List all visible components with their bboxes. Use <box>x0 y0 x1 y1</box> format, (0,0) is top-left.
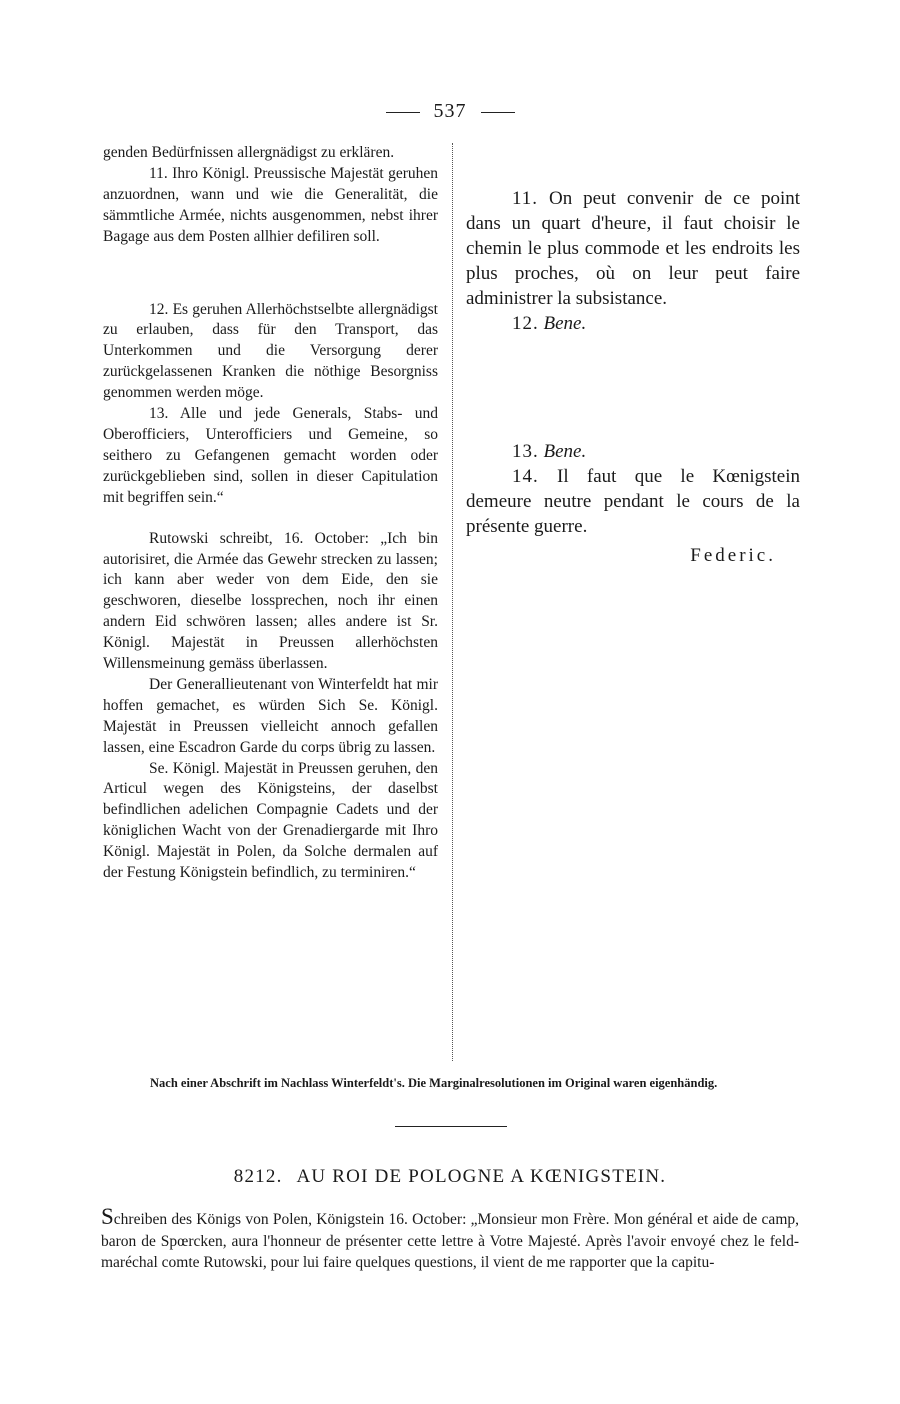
initial-letter: S <box>101 1204 114 1229</box>
signature: Federic. <box>690 545 776 566</box>
page-header <box>0 100 900 123</box>
column-divider <box>452 143 453 1061</box>
header-rule-left <box>386 112 420 113</box>
section-separator <box>395 1126 507 1127</box>
item-text: On peut convenir de ce point dans un quart d'heure, il faut choisir le chemin le plus commode et les endroits les plus proches, où on leur peut faire administrer la subsistance. <box>466 188 801 309</box>
left-column <box>103 143 438 884</box>
document-title <box>0 1166 900 1188</box>
left-paragraph-12: 12. Es geruhen Allerhöchstselbte allergnädigst zu erlauben, dass für den Transport, das Unterkommen und die Versorgung derer zurückgelassenen Kranken die nöthige Besorgniss genommen werden möge. <box>103 300 438 402</box>
left-paragraph-13: 13. Alle und jede Generals, Stabs- und Oberofficiers, Unterofficiers und Gemeine, so seithero zu Gefangenen gemacht worden oder zurückgeblieben sind, sollen in dieser Capitulation mit begriffen sein.“ <box>103 405 438 506</box>
right-paragraph-12 <box>466 311 800 336</box>
footnote <box>102 1075 800 1092</box>
right-paragraph-14 <box>466 464 800 539</box>
right-column <box>466 186 800 568</box>
left-paragraph-koenigstein: Se. Königl. Majestät in Preussen geruhen, den Articul wegen des Königsteins, der daselbst befindlichen adelichen Compagnie Cadets und der königlichen Wacht von der Grenadiergarde mit Ihro Königl. Majestät in Polen, da Solche dermalen auf der Festung Königstein befindlich, zu terminiren.“ <box>103 759 438 882</box>
spacer <box>103 509 438 529</box>
spacer <box>103 248 438 300</box>
document-heading: AU ROI DE POLOGNE A KŒNIGSTEIN. <box>296 1166 667 1187</box>
item-text: Bene. <box>543 441 587 462</box>
right-paragraph-11 <box>466 186 800 311</box>
item-number: 11. <box>512 188 539 209</box>
page-number: 537 <box>433 100 467 122</box>
document-body-text: chreiben des Königs von Polen, Königstein 16. October: „Monsieur mon Frère. Mon général et aide de camp, baron de Spœrcken, aura l'honneur de présenter cette lettre à Votre Majesté. Après l'avoir envoyé chez le feld-maréchal comte Rutowski, pour lui faire quelques questions, il vient de me rapporter que la capitu- <box>101 1211 799 1271</box>
item-text: Bene. <box>543 313 587 334</box>
left-paragraph-winterfeldt: Der Generallieutenant von Winterfeldt hat mir hoffen gemachet, es würden Sich Se. Königl. Majestät in Preussen vielleicht annoch gefallen lassen, eine Escadron Garde du corps übrig zu lassen. <box>103 675 438 756</box>
item-number: 14. <box>512 466 539 487</box>
left-paragraph-rutowski: Rutowski schreibt, 16. October: „Ich bin autorisiret, die Armée das Gewehr strecken zu lassen; ich kann aber weder von dem Eide, den sie geschworen, dieselbe lossprechen, noch ihr einen andern Eid schwören lassen; alles andere ist Sr. Königl. Majestät in Preussen allerhöchsten Willensmeinung gemäss überlassen. <box>103 529 438 673</box>
left-paragraph-1: genden Bedürfnissen allergnädigst zu erklären. <box>103 144 395 161</box>
item-number: 12. <box>512 313 539 334</box>
left-paragraph-11: 11. Ihro Königl. Preussische Majestät geruhen anzuordnen, wann und wie die Generalität, die sämmtliche Armée, nichts ausgenommen, nebst ihrer Bagage aus dem Posten allhier defiliren soll. <box>103 164 438 245</box>
spacer <box>466 336 800 439</box>
item-number: 13. <box>512 441 539 462</box>
header-rule-right <box>481 112 515 113</box>
footnote-text: Nach einer Abschrift im Nachlass Winterfeldt's. Die Marginalresolutionen im Original waren eigenhändig. <box>150 1076 718 1090</box>
item-text: Il faut que le Kœnigstein demeure neutre pendant le cours de la présente guerre. <box>466 466 801 537</box>
right-paragraph-13 <box>466 439 800 464</box>
document-body <box>101 1206 799 1274</box>
document-number: 8212. <box>233 1166 283 1187</box>
